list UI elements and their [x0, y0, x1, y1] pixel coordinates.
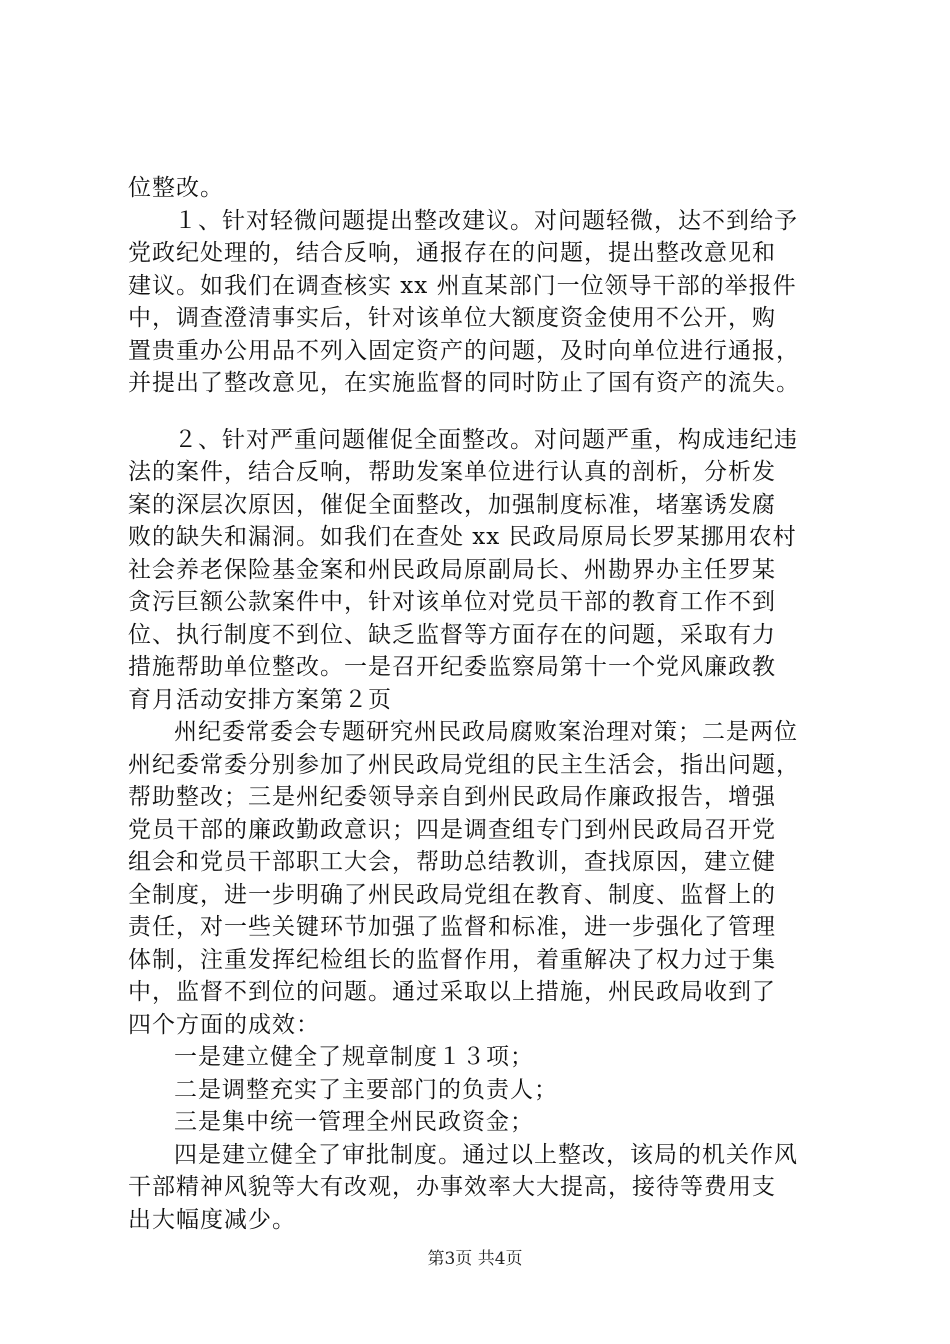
text-line: 并提出了整改意见，在实施监督的同时防止了国有资产的流失。: [128, 370, 800, 396]
text-line: 党政纪处理的，结合反响，通报存在的问题，提出整改意见和: [128, 240, 776, 266]
text-line: 措施帮助单位整改。一是召开纪委监察局第十一个党风廉政教: [128, 654, 776, 680]
text-line: 帮助整改；三是州纪委领导亲自到州民政局作廉政报告，增强: [128, 784, 776, 810]
text-line: 组会和党员干部职工大会，帮助总结教训，查找原因，建立健: [128, 849, 776, 875]
paragraph-gap: [128, 400, 848, 424]
list-item: 四是建立健全了审批制度。通过以上整改，该局的机关作风: [174, 1141, 798, 1168]
text-line: 置贵重办公用品不列入固定资产的问题，及时向单位进行通报，: [128, 337, 800, 364]
page-footer: [0, 1244, 950, 1269]
text-line: 出大幅度减少。: [128, 1206, 296, 1233]
list-item: 三是集中统一管理全州民政资金；: [174, 1109, 534, 1135]
text-line: 败的缺失和漏洞。如我们在查处 xx 民政局原局长罗某挪用农村: [128, 524, 797, 550]
list-item: 一是建立健全了规章制度１３项；: [174, 1044, 534, 1070]
text-line: 位整改。: [128, 175, 224, 201]
text-line: 法的案件，结合反响，帮助发案单位进行认真的剖析，分析发: [128, 459, 776, 485]
text-line: 干部精神风貌等大有改观，办事效率大大提高，接待等费用支: [128, 1174, 776, 1200]
text-line: 党员干部的廉政勤政意识；四是调查组专门到州民政局召开党: [128, 816, 776, 843]
text-line: 建议。如我们在调查核实 xx 州直某部门一位领导干部的举报件: [128, 272, 797, 299]
paragraph-2-start: ２、针对严重问题催促全面整改。对问题严重，构成违纪违: [174, 426, 798, 453]
text-line: 育月活动安排方案第２页: [128, 686, 392, 713]
paragraph-3-start: 州纪委常委会专题研究州民政局腐败案治理对策；二是两位: [174, 719, 798, 745]
text-line: 社会养老保险基金案和州民政局原副局长、州勘界办主任罗某: [128, 556, 776, 583]
text-line: 州纪委常委分别参加了州民政局党组的民主生活会，指出问题，: [128, 751, 800, 778]
page-number: 第3页 共4页: [427, 1249, 523, 1269]
text-line: 位、执行制度不到位、缺乏监督等方面存在的问题，采取有力: [128, 621, 776, 648]
text-line: 案的深层次原因，催促全面整改，加强制度标准，堵塞诱发腐: [128, 491, 776, 518]
text-line: 四个方面的成效：: [128, 1011, 320, 1038]
text-line: 责任，对一些关键环节加强了监督和标准，进一步强化了管理: [128, 914, 776, 940]
text-line: 贪污巨额公款案件中，针对该单位对党员干部的教育工作不到: [128, 589, 776, 615]
text-line: 全制度，进一步明确了州民政局党组在教育、制度、监督上的: [128, 881, 776, 908]
text-line: 体制，注重发挥纪检组长的监督作用，着重解决了权力过于集: [128, 946, 776, 973]
text-line: 中，调查澄清事实后，针对该单位大额度资金使用不公开，购: [128, 305, 776, 331]
text-line: 中，监督不到位的问题。通过采取以上措施，州民政局收到了: [128, 979, 776, 1005]
paragraph-1-start: １、针对轻微问题提出整改建议。对问题轻微，达不到给予: [174, 207, 798, 234]
document-body: [128, 172, 848, 1236]
list-item: 二是调整充实了主要部门的负责人；: [174, 1076, 558, 1103]
